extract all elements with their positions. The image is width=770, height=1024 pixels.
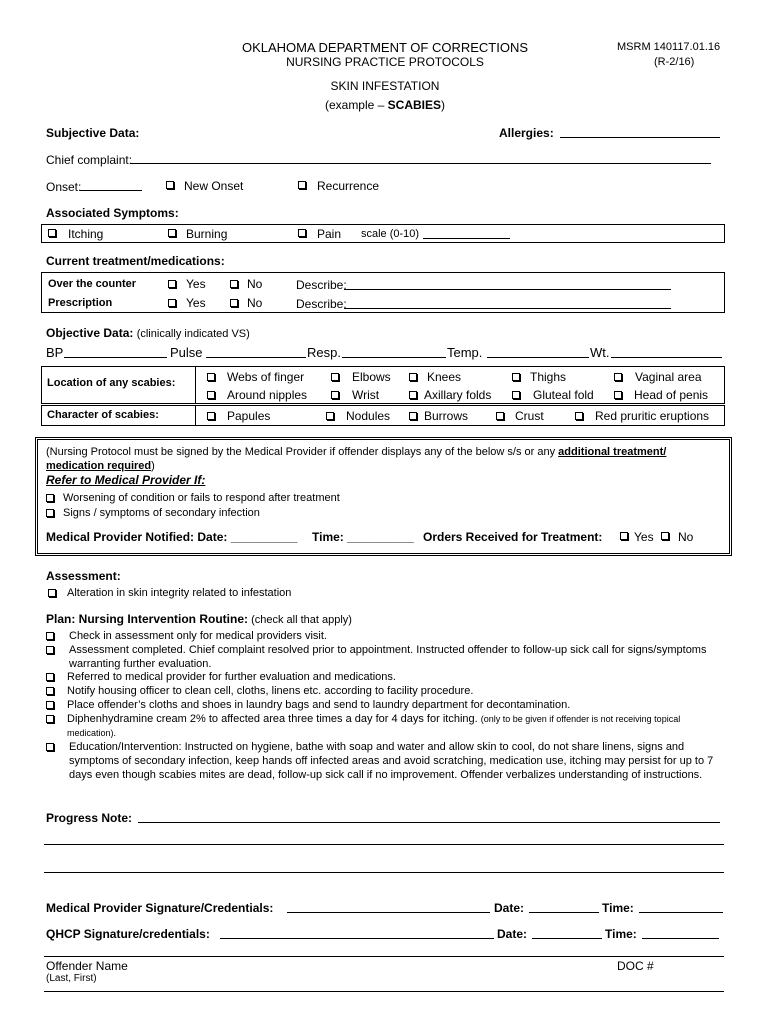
chief-complaint-field[interactable] [131, 163, 711, 164]
wrist-label: Wrist [352, 388, 380, 402]
form-title: SKIN INFESTATION [330, 79, 440, 93]
otc-label: Over the counter [48, 278, 137, 290]
onset-label: Onset: [46, 180, 82, 194]
objective-title: Objective Data: [46, 326, 137, 340]
example-bold: SCABIES [387, 98, 442, 112]
plan-checkbox-6[interactable] [46, 715, 54, 723]
objective-label [46, 326, 250, 340]
objective-sub: (clinically indicated VS) [136, 328, 250, 340]
plan-checkbox-2[interactable] [46, 646, 54, 654]
around-nipples-label: Around nipples [227, 388, 308, 402]
axillary-folds-checkbox[interactable] [409, 391, 417, 399]
gluteal-fold-checkbox[interactable] [512, 391, 520, 399]
qhcp-signature-label: QHCP Signature/credentials: [46, 927, 210, 941]
qhcp-signature-field[interactable] [220, 938, 494, 939]
elbows-checkbox[interactable] [331, 373, 339, 381]
orders-received-label: Orders Received for Treatment: [423, 530, 603, 544]
prescription-label: Prescription [48, 297, 113, 309]
plan-item-2: Assessment completed. Chief complaint resolved prior to appointment. Instructed offender to follow-up sick call for signs/symptoms warranting further evaluation. [69, 644, 707, 670]
location-label: Location of any scabies: [47, 377, 176, 389]
new-onset-label: New Onset [184, 179, 244, 193]
knees-checkbox[interactable] [409, 373, 417, 381]
offender-name-label: Offender Name [46, 959, 128, 973]
plan-item-7: Education/Intervention: Instructed on hygiene, bathe with soap and water and allow skin to cool, do not share linens, signs and symptoms of secondary infection, keep hands off infected areas and avoid scratching, medication use, itching may persist for up to 7 days even though scabies mites are dead, follow-up sick call if no improvement. Offender verbalizes understanding of instructions. [69, 741, 714, 781]
thighs-checkbox[interactable] [512, 373, 520, 381]
rx-describe-label: Describe: [296, 297, 347, 311]
rx-describe-field[interactable] [344, 308, 671, 309]
plan-item-6 [67, 712, 727, 740]
qhcp-date-label: Date: [497, 927, 528, 941]
pain-label: Pain [317, 227, 342, 241]
temp-field[interactable] [487, 357, 589, 358]
secondary-infection-checkbox[interactable] [46, 509, 54, 517]
vaginal-area-label: Vaginal area [635, 370, 702, 384]
otc-yes-checkbox[interactable] [168, 280, 176, 288]
location-divider [195, 366, 196, 404]
papules-label: Papules [227, 409, 271, 423]
rx-yes-label: Yes [186, 296, 206, 310]
revision: (R-2/16) [654, 56, 695, 68]
otc-yes-label: Yes [186, 277, 206, 291]
refer-note-text: (Nursing Protocol must be signed by the Medical Provider if offender displays any of the below s/s or any [46, 446, 559, 458]
papules-checkbox[interactable] [207, 412, 215, 420]
provider-time-field[interactable] [639, 912, 723, 913]
head-of-penis-label: Head of penis [634, 388, 709, 402]
plan-item-1: Check in assessment only for medical providers visit. [69, 630, 327, 642]
character-divider [195, 405, 196, 426]
webs-of-finger-label: Webs of finger [227, 370, 305, 384]
plan-checkbox-3[interactable] [46, 673, 54, 681]
plan-checkbox-1[interactable] [46, 632, 54, 640]
form-example [0, 98, 770, 112]
chief-complaint-label: Chief complaint: [46, 153, 133, 167]
onset-field[interactable] [80, 190, 142, 191]
plan-item-4: Notify housing officer to clean cell, cloths, linens etc. according to facility procedure. [67, 685, 474, 697]
around-nipples-checkbox[interactable] [207, 391, 215, 399]
bp-label: BP [46, 345, 64, 360]
provider-date-field[interactable] [529, 912, 599, 913]
form-number: MSRM 140117.01.16 [617, 41, 721, 53]
plan-item-6-note: (only to be given if offender is not receiving topical medication). [67, 714, 681, 738]
otc-describe-field[interactable] [344, 289, 671, 290]
qhcp-time-field[interactable] [642, 938, 719, 939]
allergies-field[interactable] [560, 137, 720, 138]
protocols-text: NURSING PRACTICE PROTOCOLS [286, 55, 484, 69]
example-prefix: (example – [324, 98, 388, 112]
itching-label: Itching [68, 227, 104, 241]
plan-item-3: Referred to medical provider for further evaluation and medications. [67, 671, 396, 683]
red-pruritic-label: Red pruritic eruptions [595, 409, 710, 423]
provider-notified-label: Medical Provider Notified: Date: __________ [46, 530, 298, 544]
provider-notified-time: Time: __________ [312, 530, 414, 544]
refer-heading: Refer to Medical Provider If: [46, 473, 206, 487]
refer-note-end: ) [151, 460, 155, 472]
otc-no-checkbox[interactable] [230, 280, 238, 288]
plan-heading [46, 612, 352, 626]
thighs-label: Thighs [530, 370, 567, 384]
provider-signature-field[interactable] [287, 912, 490, 913]
plan-item-5: Place offender’s cloths and shoes in laundry bags and send to laundry department for decontamination. [67, 699, 571, 711]
last-first-label: (Last, First) [46, 973, 97, 984]
gluteal-fold-label: Gluteal fold [533, 388, 594, 402]
plan-item-6-text: Diphenhydramine cream 2% to affected area three times a day for 4 days for itching. [67, 713, 478, 725]
red-pruritic-checkbox[interactable] [575, 412, 583, 420]
refer-note-bold2: medication required [46, 460, 152, 472]
otc-no-label: No [247, 277, 263, 291]
burning-label: Burning [186, 227, 228, 241]
progress-note-label: Progress Note: [46, 811, 133, 825]
secondary-infection-label: Signs / symptoms of secondary infection [63, 507, 260, 519]
progress-note-line-1[interactable] [138, 822, 720, 823]
wt-field[interactable] [611, 357, 722, 358]
pain-checkbox[interactable] [298, 229, 306, 237]
provider-date-label: Date: [494, 901, 525, 915]
recurrence-label: Recurrence [317, 179, 380, 193]
doc-number-label: DOC # [617, 959, 654, 973]
dept-text: OKLAHOMA DEPARTMENT OF CORRECTIONS [241, 40, 529, 55]
progress-note-line-2[interactable] [44, 844, 724, 845]
orders-yes-checkbox[interactable] [620, 532, 628, 540]
subjective-label: Subjective Data: [46, 126, 140, 140]
plan-sub: (check all that apply) [248, 614, 352, 626]
worsening-label: Worsening of condition or fails to respond after treatment [63, 492, 340, 504]
example-suffix: ) [441, 98, 446, 112]
nodules-label: Nodules [346, 409, 391, 423]
head-of-penis-checkbox[interactable] [614, 391, 622, 399]
itching-checkbox[interactable] [48, 229, 56, 237]
pain-scale-label: scale (0-10) [361, 228, 420, 240]
pulse-label: Pulse [170, 345, 203, 360]
orders-yes-label: Yes [634, 530, 654, 544]
rx-yes-checkbox[interactable] [168, 299, 176, 307]
character-label: Character of scabies: [47, 409, 159, 421]
nodules-checkbox[interactable] [326, 412, 334, 420]
burrows-checkbox[interactable] [409, 412, 417, 420]
burning-checkbox[interactable] [168, 229, 176, 237]
plan-label: Plan: Nursing Intervention Routine: [46, 612, 249, 626]
pulse-field[interactable] [206, 357, 306, 358]
webs-of-finger-checkbox[interactable] [207, 373, 215, 381]
wt-label: Wt. [590, 345, 610, 360]
plan-checkbox-7[interactable] [46, 743, 54, 751]
orders-no-checkbox[interactable] [661, 532, 669, 540]
vaginal-area-checkbox[interactable] [614, 373, 622, 381]
wrist-checkbox[interactable] [331, 391, 339, 399]
current-treatment-label: Current treatment/medications: [46, 254, 225, 268]
bp-field[interactable] [64, 357, 167, 358]
associated-symptoms-label: Associated Symptoms: [46, 206, 179, 220]
new-onset-checkbox[interactable] [166, 181, 174, 189]
treatment-box [41, 272, 725, 313]
refer-note [46, 445, 716, 473]
burrows-label: Burrows [424, 409, 469, 423]
pain-scale-field[interactable] [423, 238, 510, 239]
rx-no-label: No [247, 296, 263, 310]
axillary-folds-label: Axillary folds [424, 388, 492, 402]
assessment-item: Alteration in skin integrity related to infestation [67, 587, 292, 599]
elbows-label: Elbows [352, 370, 391, 384]
assessment-checkbox[interactable] [48, 589, 56, 597]
crust-checkbox[interactable] [496, 412, 504, 420]
plan-checkbox-5[interactable] [46, 701, 54, 709]
offender-bottom-rule [44, 991, 724, 992]
rx-no-checkbox[interactable] [230, 299, 238, 307]
knees-label: Knees [427, 370, 462, 384]
allergies-label: Allergies: [499, 126, 554, 140]
qhcp-time-label: Time: [605, 927, 637, 941]
otc-describe-label: Describe: [296, 278, 347, 292]
qhcp-date-field[interactable] [532, 938, 602, 939]
provider-time-label: Time: [602, 901, 634, 915]
plan-checkbox-4[interactable] [46, 687, 54, 695]
orders-no-label: No [678, 530, 694, 544]
temp-label: Temp. [447, 345, 483, 360]
assessment-label: Assessment: [46, 569, 121, 583]
refer-note-bold1: additional treatment/ [558, 446, 667, 458]
progress-note-line-3[interactable] [44, 872, 724, 873]
worsening-checkbox[interactable] [46, 494, 54, 502]
offender-top-rule [44, 956, 724, 957]
resp-field[interactable] [342, 357, 446, 358]
recurrence-checkbox[interactable] [298, 181, 306, 189]
crust-label: Crust [515, 409, 544, 423]
provider-signature-label: Medical Provider Signature/Credentials: [46, 901, 274, 915]
resp-label: Resp. [307, 345, 341, 360]
